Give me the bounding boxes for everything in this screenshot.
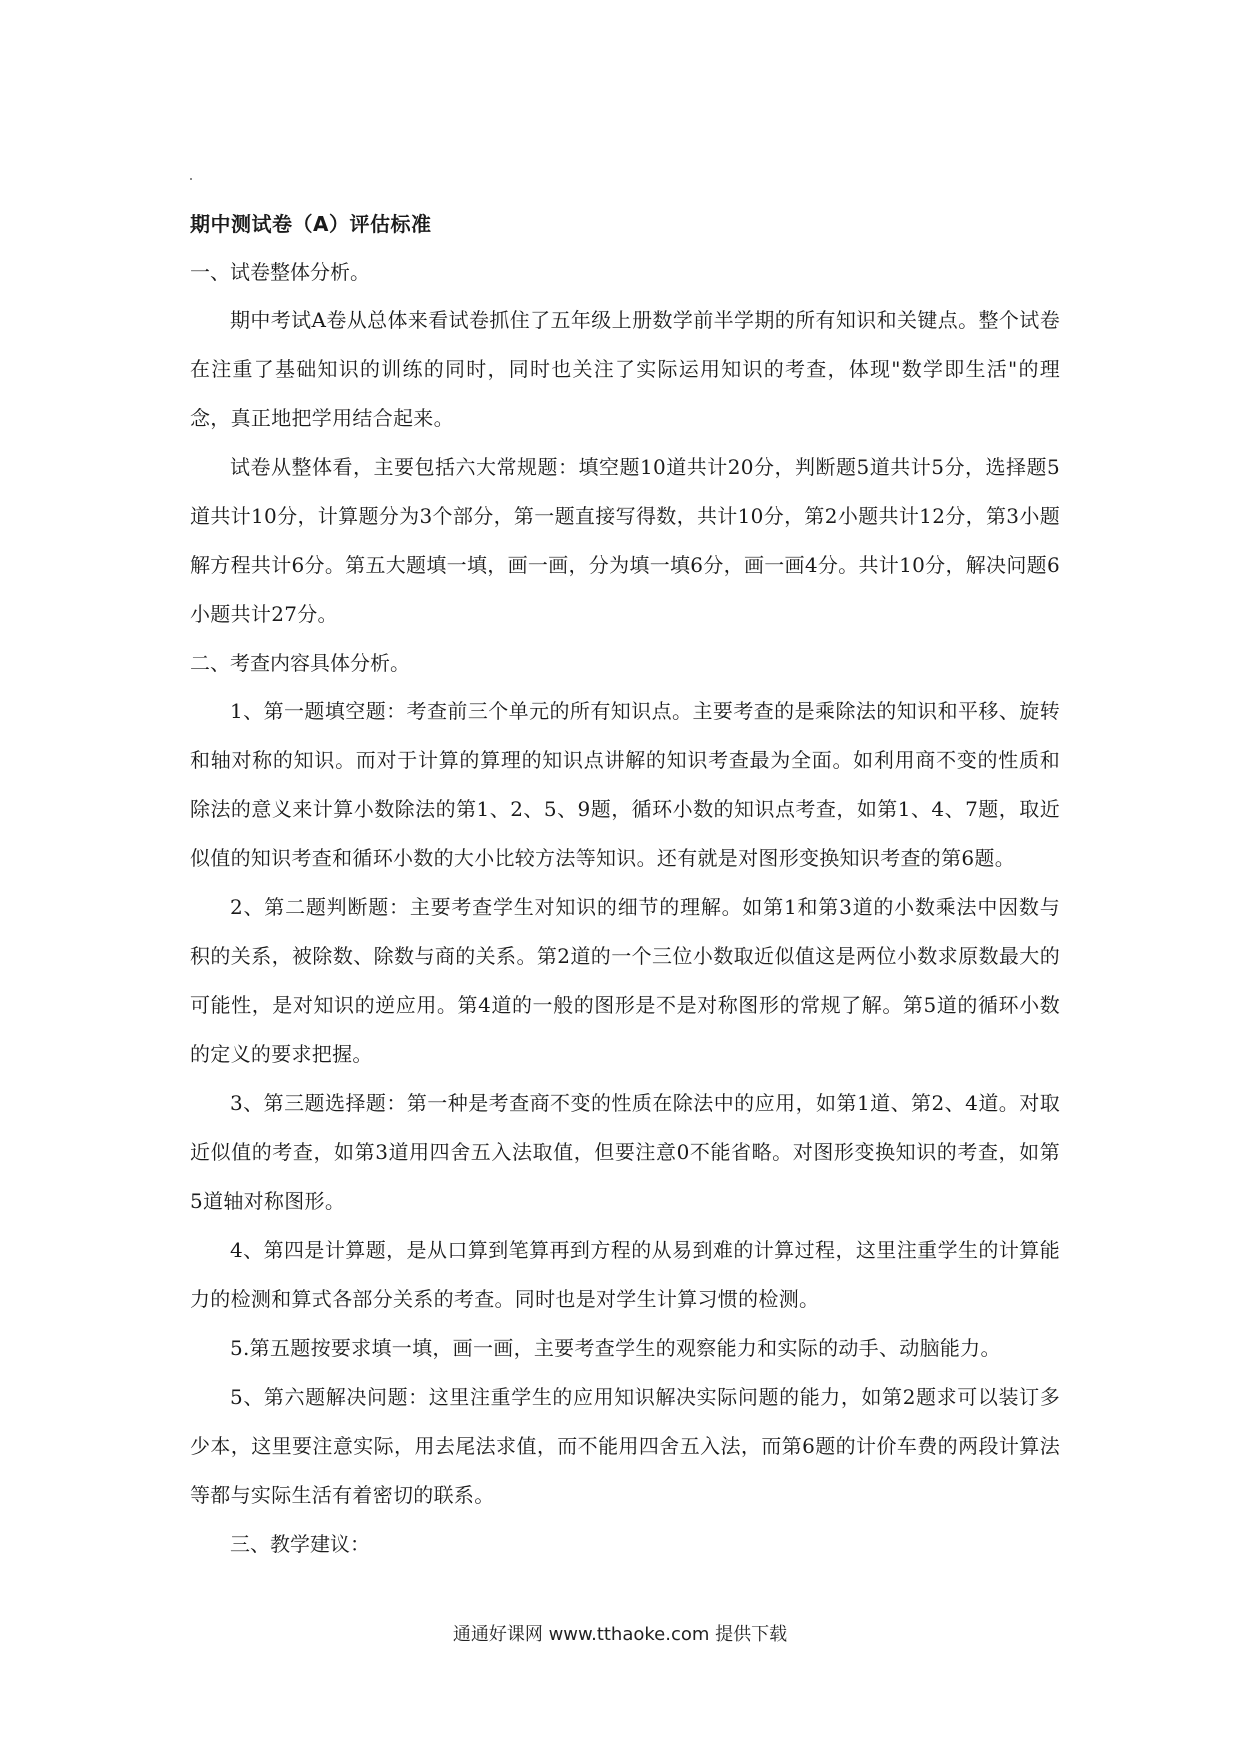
paragraph-multiple-choice: 3、第三题选择题：第一种是考查商不变的性质在除法中的应用，如第1道、第2、4道。对取近似值的考查，如第3道用四舍五入法取值，但要注意0不能省略。对图形变换知识的考查，如第5道轴对称图形。 (190, 1091, 1060, 1213)
paragraph-fill-and-draw: 5.第五题按要求填一填，画一画，主要考查学生的观察能力和实际的动手、动脑能力。 (230, 1336, 1001, 1360)
document-title: 期中测试卷（A）评估标准 (190, 212, 432, 236)
document-body (190, 200, 1060, 1568)
paragraph-problem-solving: 5、第六题解决问题：这里注重学生的应用知识解决实际问题的能力，如第2题求可以装订多少本，这里要注意实际，用去尾法求值，而不能用四舍五入法，而第6题的计价车费的两段计算法等都与实际生活有着密切的联系。 (190, 1385, 1060, 1507)
section-heading-overall-analysis: 一、试卷整体分析。 (190, 260, 370, 284)
section-heading-teaching-suggestions: 三、教学建议： (230, 1532, 370, 1556)
paragraph-overview: 期中考试A卷从总体来看试卷抓住了五年级上册数学前半学期的所有知识和关键点。整个试卷在注重了基础知识的训练的同时，同时也关注了实际运用知识的考查，体现"数学即生活"的理念，真正地把学用结合起来。 (190, 308, 1060, 430)
scan-speck (190, 178, 192, 180)
download-footer: 通通好课网 www.tthaoke.com 提供下载 (452, 1624, 788, 1645)
paragraph-true-false: 2、第二题判断题：主要考查学生对知识的细节的理解。如第1和第3道的小数乘法中因数与积的关系，被除数、除数与商的关系。第2道的一个三位小数取近似值这是两位小数求原数最大的可能性，是对知识的逆应用。第4道的一般的图形是不是对称图形的常规了解。第5道的循环小数的定义的要求把握。 (190, 895, 1060, 1066)
paragraph-question-types: 试卷从整体看，主要包括六大常规题：填空题10道共计20分，判断题5道共计5分，选择题5道共计10分，计算题分为3个部分，第一题直接写得数，共计10分，第2小题共计12分，第3小题解方程共计6分。第五大题填一填，画一画，分为填一填6分，画一画4分。共计10分，解决问题6小题共计27分。 (190, 455, 1060, 626)
paragraph-calculation: 4、第四是计算题，是从口算到笔算再到方程的从易到难的计算过程，这里注重学生的计算能力的检测和算式各部分关系的考查。同时也是对学生计算习惯的检测。 (190, 1238, 1060, 1311)
section-heading-content-analysis: 二、考查内容具体分析。 (190, 651, 410, 675)
paragraph-fill-in-blank: 1、第一题填空题：考查前三个单元的所有知识点。主要考查的是乘除法的知识和平移、旋转和轴对称的知识。而对于计算的算理的知识点讲解的知识考查最为全面。如利用商不变的性质和除法的意义来计算小数除法的第1、2、5、9题，循环小数的知识点考查，如第1、4、7题，取近似值的知识考查和循环小数的大小比较方法等知识。还有就是对图形变换知识考查的第6题。 (190, 699, 1060, 870)
